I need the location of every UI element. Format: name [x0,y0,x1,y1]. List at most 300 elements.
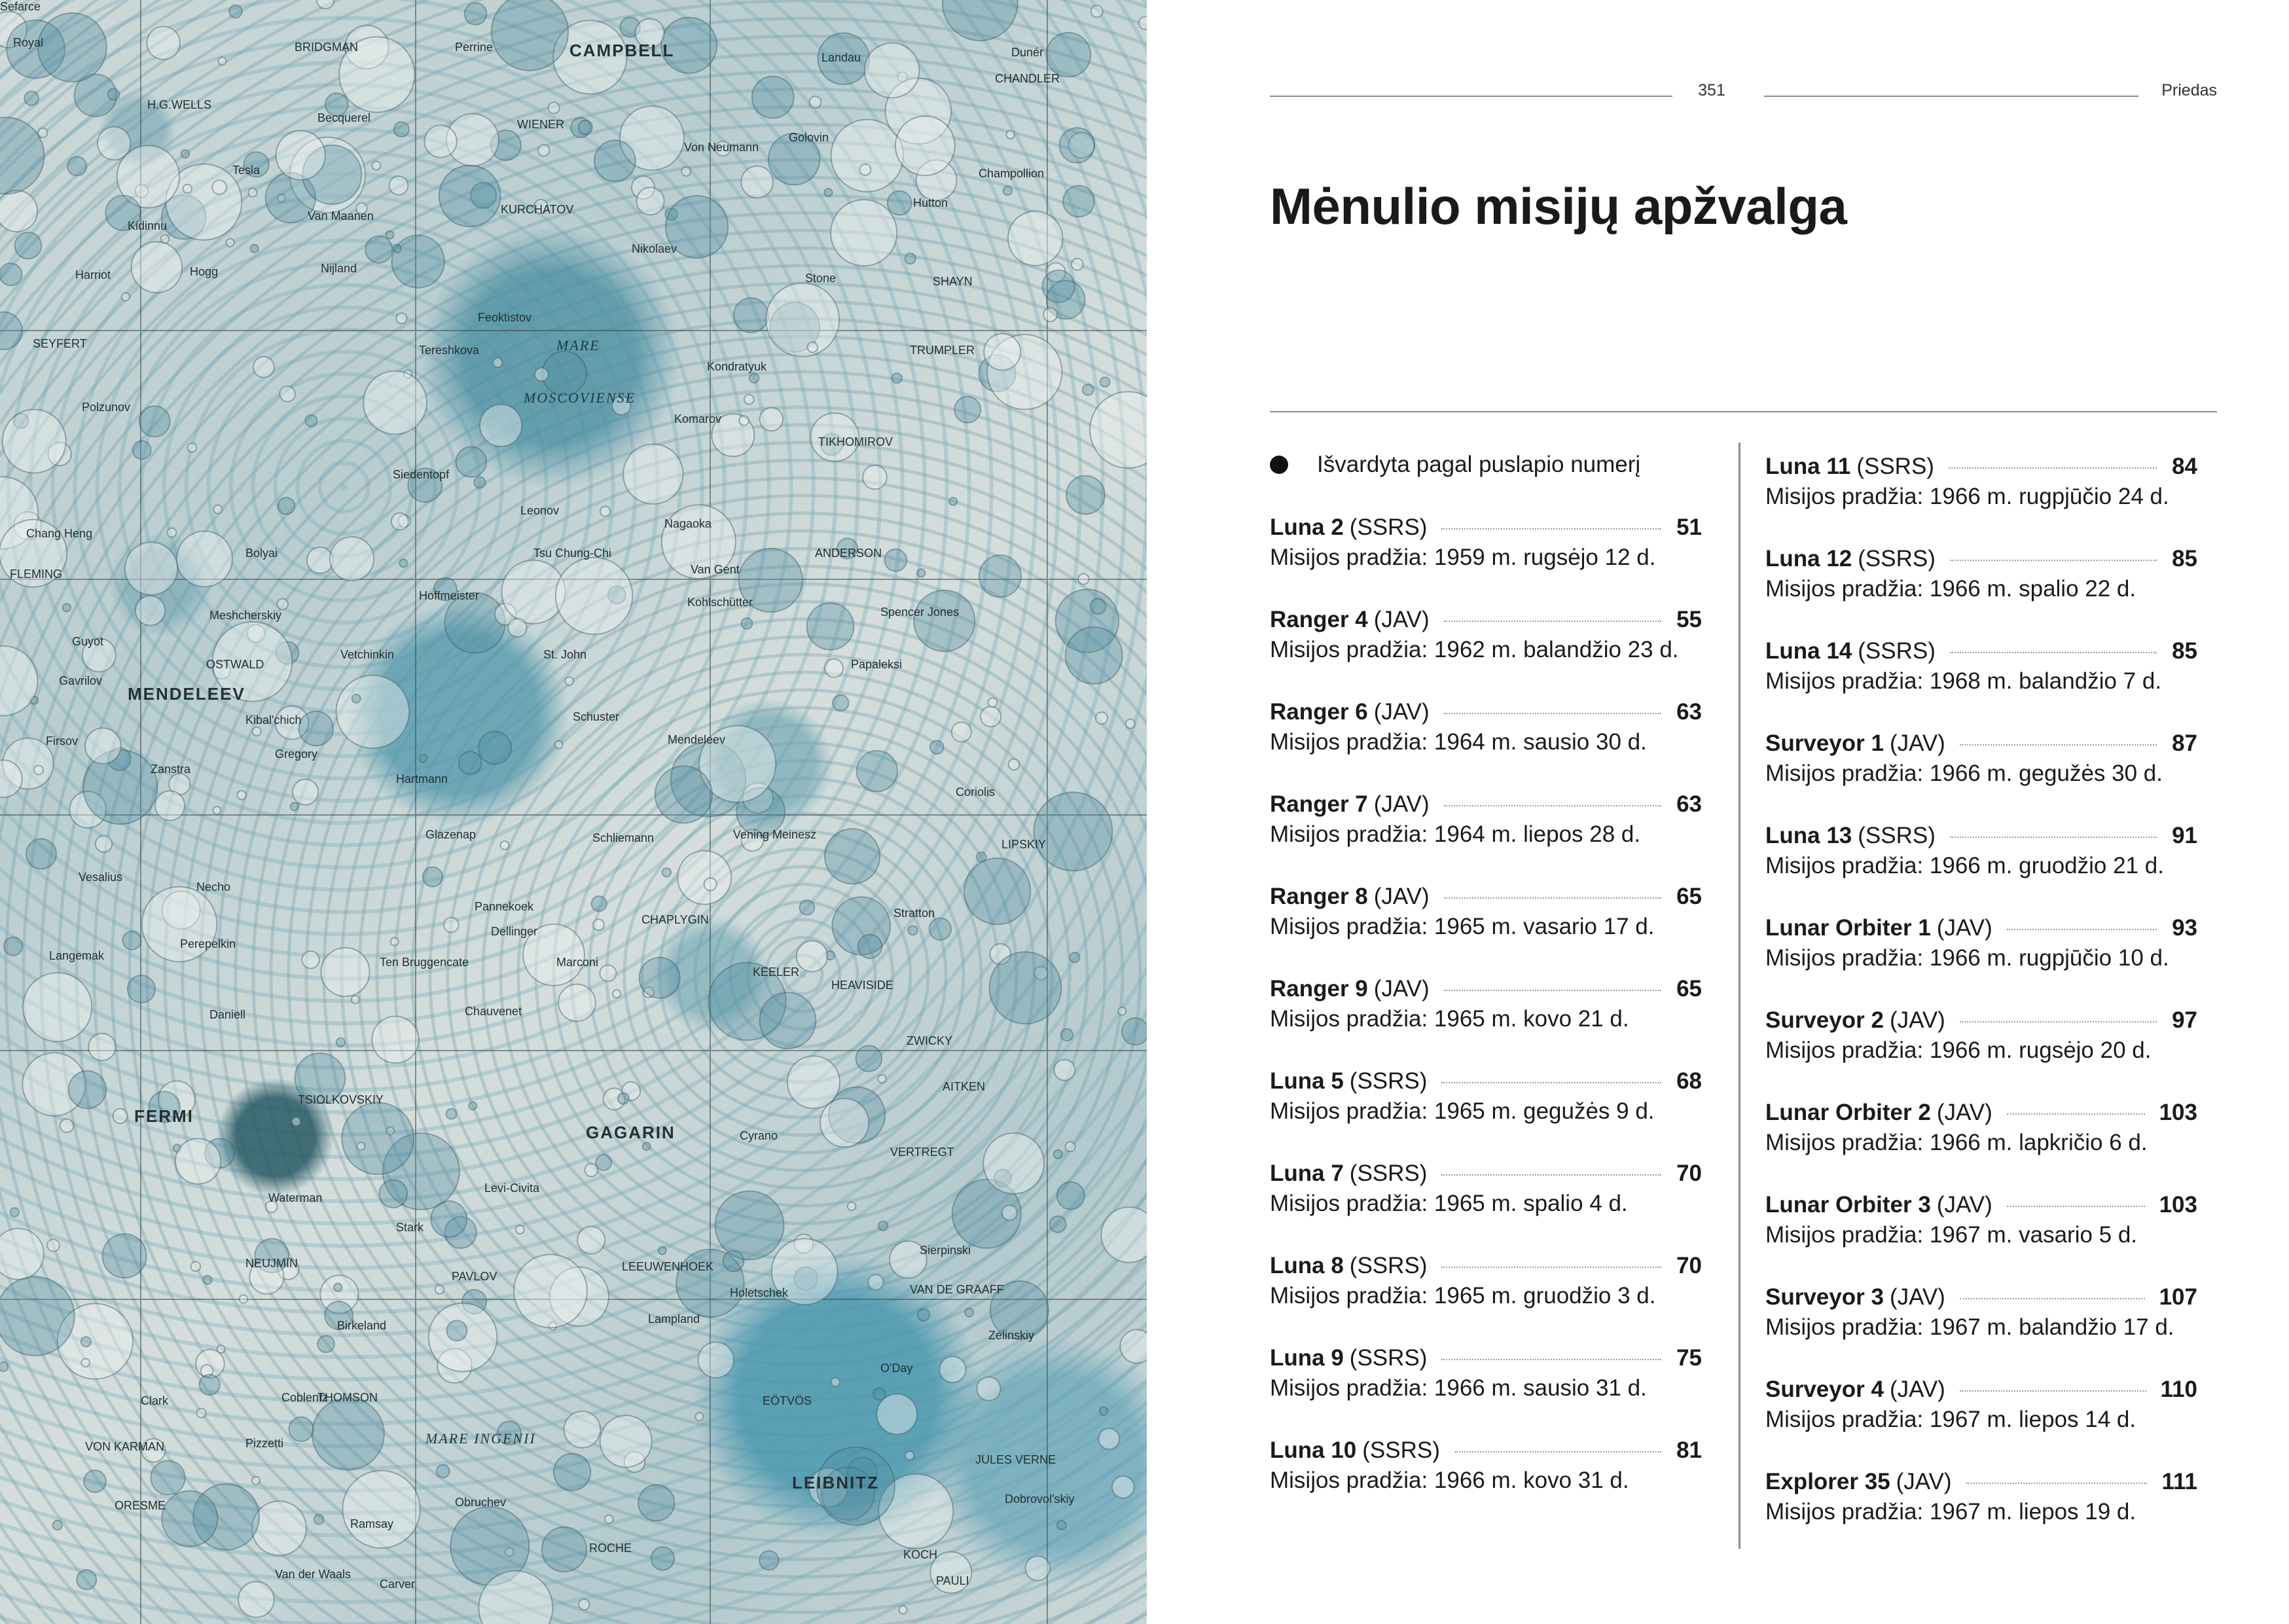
map-label: TIKHOMIROV [818,435,893,448]
crater-shape [357,1142,365,1150]
crater-shape [423,867,442,887]
map-label: Vetchinkin [340,648,395,661]
crater-shape [389,176,408,195]
crater-shape [147,26,180,59]
map-label: EÖTVÖS [763,1394,812,1407]
mission-entry [1765,544,2197,616]
map-label: Carver [380,1578,416,1591]
crater-shape [1090,599,1106,615]
crater-shape [397,313,407,323]
map-label: Obruchev [455,1496,507,1509]
crater-shape [161,235,169,243]
map-label: Sierpinski [920,1244,971,1257]
crater-shape [878,1221,888,1231]
mission-entry [1765,1098,2197,1170]
map-label: Stone [805,272,837,285]
crater-shape [600,1415,652,1467]
crater-shape [1096,712,1108,724]
crater-shape [579,120,592,134]
mission-page-number: 75 [1676,1345,1702,1371]
crater-shape [681,167,691,176]
map-label: Langemak [49,949,105,962]
mission-name: Explorer 35 [1765,1469,1890,1494]
mission-page-number: 103 [2159,1192,2197,1218]
crater-shape [252,1477,260,1485]
title-divider [1270,411,2217,412]
mission-launch-date: Misijos pradžia: 1964 m. sausio 30 d. [1270,729,1647,755]
map-label: O'Day [880,1362,913,1375]
mission-launch-date: Misijos pradžia: 1968 m. balandžio 7 d. [1765,668,2162,694]
crater-shape [459,751,482,774]
crater-shape [918,1309,929,1321]
map-label: Mendeleev [668,733,726,746]
mission-page-number: 51 [1676,514,1702,540]
mission-agency: (SSRS) [1858,638,1936,664]
crater-shape [857,751,897,791]
map-label: Leonov [520,504,560,517]
crater-shape [38,128,47,137]
crater-shape [394,122,409,137]
leader-dots [1950,652,2157,653]
crater-shape [662,868,672,877]
crater-shape [808,342,818,352]
map-label: St. John [543,648,587,661]
crater-shape [1026,1556,1050,1580]
map-label: Papaleksi [851,658,903,671]
crater-shape [565,677,573,685]
crater-shape [1100,1407,1108,1415]
crater-shape [930,740,944,754]
mission-name: Luna 11 [1765,454,1851,479]
map-label: TRUMPLER [910,344,975,357]
map-label: WIENER [517,118,564,131]
mission-page-number: 84 [2172,454,2197,479]
map-label: Ten Bruggencate [380,956,469,969]
crater-shape [342,1102,414,1174]
crater-shape [943,0,1018,41]
crater-shape [914,590,975,651]
crater-shape [800,900,815,915]
mission-page-number: 91 [2172,823,2197,848]
crater-shape [742,618,753,629]
map-label: Pizzetti [245,1437,284,1450]
mission-entry [1270,1343,1702,1415]
crater-shape [905,253,916,264]
map-label: KURCHATOV [501,203,574,216]
mission-agency: (JAV) [1936,1100,1992,1125]
mission-header [1765,913,2197,943]
mission-name: Ranger 7 [1270,791,1368,817]
map-label: Van der Waals [275,1568,351,1581]
crater-shape [0,190,37,232]
crater-shape [543,352,586,395]
crater-shape [122,931,141,950]
map-label: Komarov [674,412,722,425]
mission-launch-date: Misijos pradžia: 1966 m. rugsėjo 20 d. [1765,1038,2152,1063]
crater-shape [200,1375,220,1395]
leader-dots [1949,467,2157,469]
crater-shape [437,1465,450,1478]
crater-shape [321,948,369,996]
mission-entry [1270,1435,1702,1507]
crater-shape [219,57,226,65]
crater-shape [252,1501,306,1555]
crater-shape [858,935,882,958]
crater-shape [981,706,1001,727]
crater-shape [640,958,680,998]
crater-shape [1118,1007,1126,1015]
crater-shape [67,156,86,175]
map-label: VERTREGT [890,1146,954,1159]
map-label: Hutton [913,196,948,209]
mission-name: Ranger 9 [1270,976,1368,1001]
map-label: Hartmann [396,772,448,785]
crater-shape [577,1227,605,1254]
leader-dots [1441,1174,1661,1176]
mission-entry [1765,636,2197,708]
map-label: MARE INGENII [425,1430,536,1447]
mission-entry [1765,1190,2197,1262]
crater-shape [276,131,325,180]
crater-shape [554,1454,590,1490]
crater-shape [760,992,816,1049]
crater-shape [293,779,318,804]
crater-shape [317,0,334,9]
crater-shape [26,839,56,869]
map-label: H.G.WELLS [147,98,212,111]
map-label: KEELER [753,965,800,979]
map-label: Van Maanen [308,209,374,223]
mission-agency: (SSRS) [1349,1068,1428,1094]
crater-shape [380,1180,408,1208]
list-note [1270,452,1640,478]
crater-shape [0,312,22,350]
crater-shape [741,166,773,198]
crater-shape [698,1342,734,1377]
map-label: SHAYN [933,275,973,288]
mission-agency: (JAV) [1936,915,1992,941]
mission-entry [1765,1005,2197,1077]
crater-shape [797,941,827,971]
map-label: HEAVISIDE [831,979,893,992]
crater-shape [317,1336,334,1353]
mission-page-number: 110 [2160,1377,2197,1402]
crater-shape [10,1208,19,1216]
crater-shape [623,444,683,504]
crater-shape [766,283,839,356]
crater-shape [253,357,274,378]
mission-agency: (SSRS) [1858,823,1936,848]
map-label: Perrine [455,41,494,54]
map-label: Nagaoka [664,517,712,530]
map-label: JULES VERNE [975,1453,1056,1466]
map-label: Coblentz [281,1391,329,1404]
page-number: 351 [1698,81,1725,99]
mission-page-number: 85 [2172,546,2197,571]
crater-shape [133,441,151,460]
crater-shape [24,92,39,106]
mission-header [1270,1159,1702,1189]
crater-shape [312,1398,384,1470]
map-label: Schuster [573,710,620,723]
crater-shape [1083,384,1094,395]
map-label: Kondratyuk [707,360,767,373]
map-label: CAMPBELL [569,41,675,60]
crater-shape [1054,1060,1075,1081]
mission-name: Luna 2 [1270,514,1344,540]
crater-shape [278,497,295,514]
map-label: Stratton [893,907,935,920]
map-label: Vesalius [79,871,123,884]
crater-shape [492,0,568,71]
mission-agency: (JAV) [1889,1284,1945,1310]
crater-shape [1098,1428,1119,1449]
mission-launch-date: Misijos pradžia: 1966 m. rugpjūčio 24 d. [1765,484,2169,509]
mission-header [1765,1375,2197,1405]
map-label: NEUJMIN [245,1257,298,1270]
map-label: Golovin [789,131,829,144]
map-label: Gregory [275,748,318,761]
section-name: Priedas [2161,81,2217,99]
crater-shape [23,973,92,1041]
leader-dots [1441,1082,1661,1083]
crater-shape [596,1155,611,1170]
mission-agency: (SSRS) [1856,454,1934,479]
map-label: Marconi [556,956,599,969]
mission-launch-date: Misijos pradžia: 1966 m. lapkričio 6 d. [1765,1130,2148,1155]
mission-launch-date: Misijos pradžia: 1967 m. balandžio 17 d. [1765,1314,2174,1340]
crater-shape [15,232,42,259]
crater-shape [677,851,731,905]
map-label: Holetschek [730,1286,789,1299]
mission-name: Lunar Orbiter 3 [1765,1192,1931,1218]
leader-dots [2007,1206,2145,1207]
crater-shape [465,3,487,25]
crater-shape [493,358,502,367]
crater-shape [391,938,399,946]
map-label: OSTWALD [206,658,264,671]
mission-header [1270,789,1702,820]
map-label: Dobrovol'skiy [1005,1492,1075,1506]
mission-entry [1270,974,1702,1046]
crater-shape [1043,308,1057,321]
mission-name: Ranger 8 [1270,884,1368,909]
mission-name: Luna 14 [1765,638,1852,664]
crater-shape [277,599,288,610]
map-label: LEIBNITZ [792,1473,879,1492]
mission-page-number: 107 [2159,1284,2197,1310]
map-label: CHAPLYGIN [641,913,709,926]
mission-launch-date: Misijos pradžia: 1959 m. rugsėjo 12 d. [1270,545,1656,570]
mission-launch-date: Misijos pradžia: 1965 m. gegužės 9 d. [1270,1098,1655,1124]
map-label: Feoktistov [478,311,532,324]
crater-shape [439,166,501,227]
crater-shape [1066,1142,1075,1151]
crater-shape [0,646,38,716]
leader-dots [1454,1451,1661,1453]
mission-entry [1270,1251,1702,1323]
mission-page-number: 63 [1676,791,1702,817]
mission-page-number: 55 [1676,607,1702,632]
crater-shape [1072,259,1083,270]
mission-page-number: 63 [1676,699,1702,725]
page-title: Mėnulio misijų apžvalga [1270,177,1847,235]
crater-shape [643,1142,651,1150]
leader-dots [1441,1267,1661,1268]
map-label: Clark [141,1394,169,1407]
crater-shape [848,1202,856,1211]
crater-shape [0,117,45,194]
crater-shape [4,937,22,956]
crater-shape [217,1345,225,1353]
map-label: PAVLOV [452,1270,497,1283]
crater-shape [330,537,374,581]
mission-name: Lunar Orbiter 2 [1765,1100,1931,1125]
crater-shape [965,1308,973,1317]
crater-shape [447,1320,467,1341]
crater-shape [542,1527,586,1572]
crater-shape [122,293,130,300]
crater-shape [514,1254,587,1327]
crater-shape [990,952,1062,1024]
mission-agency: (SSRS) [1349,514,1428,540]
map-label: Gavrilov [59,674,103,687]
crater-shape [884,549,907,571]
map-label: Landau [821,51,861,64]
crater-shape [787,1056,840,1108]
leader-dots [1966,1483,2148,1484]
crater-shape [212,180,226,194]
mission-entry [1765,913,2197,985]
crater-shape [446,1109,457,1119]
crater-shape [253,727,261,736]
crater-shape [1050,1216,1066,1233]
crater-shape [77,1570,96,1589]
map-label: ANDERSON [815,547,882,560]
crater-shape [1090,391,1147,468]
map-label: Kibal'chich [245,713,302,727]
crater-shape [352,695,361,703]
crater-shape [895,116,955,175]
crater-shape [151,1461,185,1495]
map-label: Levi-Civita [484,1182,540,1195]
crater-shape [564,1411,601,1448]
crater-shape [314,1515,324,1525]
crater-shape [188,443,197,452]
crater-shape [237,791,246,800]
map-label: Nikolaev [632,242,677,255]
crater-shape [977,1377,1000,1400]
leader-dots [1444,713,1661,714]
crater-shape [399,559,407,567]
crater-shape [585,1164,598,1177]
mission-agency: (JAV) [1373,699,1430,725]
crater-shape [177,531,232,586]
mission-page-number: 81 [1676,1437,1702,1463]
mission-name: Ranger 4 [1270,607,1368,632]
map-label: ZWICKY [907,1034,952,1047]
map-label: Kohlschütter [687,596,753,609]
crater-shape [289,1417,314,1441]
crater-shape [613,990,621,998]
leader-dots [1960,1298,2145,1299]
crater-shape [831,200,897,266]
mission-header [1270,1251,1702,1281]
leader-dots [1444,990,1661,991]
mission-page-number: 103 [2159,1100,2197,1125]
map-label: Birkeland [337,1319,387,1332]
mission-entry [1765,1375,2197,1447]
map-label: Vening Meinesz [733,828,817,841]
crater-shape [1126,719,1135,729]
crater-shape [1139,17,1147,29]
map-label: Zanstra [151,763,191,776]
mission-entry [1765,821,2197,893]
mission-entry [1765,452,2197,524]
map-label: Meshcherskiy [209,609,282,622]
map-label: Spencer Jones [880,605,960,619]
map-label: AITKEN [943,1080,986,1093]
crater-shape [859,164,871,175]
crater-shape [516,1225,524,1234]
crater-shape [824,189,832,196]
crater-shape [535,368,548,381]
leader-dots [1960,1390,2146,1392]
crater-shape [336,1038,345,1047]
mission-name: Surveyor 4 [1765,1377,1884,1402]
map-label: Hoffmeister [419,589,479,602]
mission-entry [1270,1159,1702,1231]
map-label: Lampland [648,1312,700,1326]
map-label: Chauvenet [465,1005,522,1018]
mission-launch-date: Misijos pradžia: 1966 m. rugpjūčio 10 d. [1765,945,2169,971]
mission-agency: (JAV) [1936,1192,1992,1218]
map-label: VAN DE GRAAFF [910,1283,1004,1296]
map-label: MARE [556,337,600,353]
map-label: Zelinskiy [988,1329,1035,1342]
crater-shape [363,371,427,435]
map-label: Guyot [72,635,104,648]
crater-shape [549,102,560,113]
map-label: ROCHE [589,1542,632,1555]
map-label: LIPSKIY [1001,838,1047,851]
crater-shape [1070,952,1079,962]
mission-name: Surveyor 2 [1765,1007,1884,1033]
mission-entry [1765,1467,2197,1539]
mission-header [1270,697,1702,727]
header-rule-left [1270,96,1672,97]
mission-agency: (JAV) [1373,884,1430,909]
crater-shape [85,728,121,764]
crater-shape [250,245,258,253]
crater-shape [594,140,636,181]
mission-header [1270,513,1702,543]
crater-shape [365,236,392,263]
crater-shape [81,1359,90,1367]
map-label: TSIOLKOVSKIY [298,1093,384,1106]
crater-shape [760,408,784,431]
mission-launch-date: Misijos pradžia: 1966 m. kovo 31 d. [1270,1468,1629,1493]
mission-page-number: 68 [1676,1068,1702,1094]
crater-shape [1101,1207,1147,1263]
mission-launch-date: Misijos pradžia: 1967 m. vasario 5 d. [1765,1222,2138,1248]
map-label: THOMSON [317,1391,378,1404]
crater-shape [34,766,43,775]
mission-header [1270,1435,1702,1466]
mission-entry [1270,513,1702,585]
mission-agency: (JAV) [1889,1377,1945,1402]
crater-shape [739,416,749,425]
